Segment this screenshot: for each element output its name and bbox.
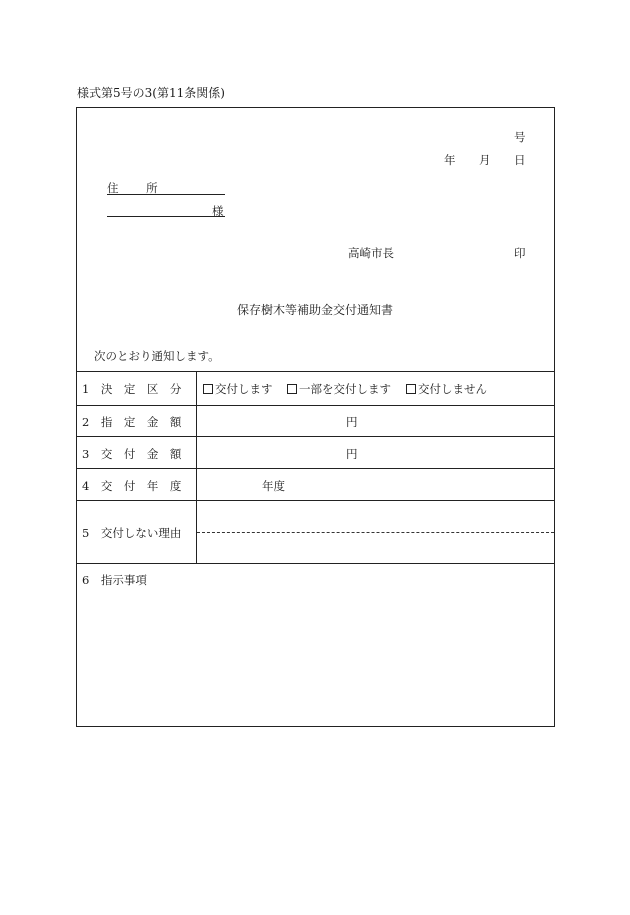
reason-dashed-line [197,532,554,533]
recipient-address-line [107,194,225,195]
grant-year-unit: 年度 [262,479,285,493]
checkbox-icon [203,384,213,394]
table-top-border [76,371,555,372]
designated-amount-unit: 円 [346,415,358,429]
decision-option-partial-label: 一部を交付します [299,382,391,396]
document-title [0,301,630,318]
date-month-label: 月 [479,153,491,167]
grant-amount-label: 3 交 付 金 額 [82,447,182,461]
row-divider [76,563,555,564]
decision-option-grant-label: 交付します [215,382,273,396]
decision-option-none-label: 交付しません [418,382,487,396]
decision-option-none[interactable] [406,381,487,397]
grant-amount-unit: 円 [346,447,358,461]
recipient-address-label: 住 所 [107,181,170,195]
decision-option-grant[interactable] [203,381,273,397]
document-number-label: 号 [514,130,526,144]
decision-row-label: 1 決 定 区 分 [82,382,182,396]
instructions-label: 6 指示事項 [82,573,147,587]
label-column-divider [196,371,197,563]
row-divider [76,468,555,469]
form-caption: 様式第5号の3(第11条関係) [77,86,225,100]
intro-text: 次のとおり通知します。 [94,349,220,363]
document-title-text: 保存樹木等補助金交付通知書 [236,303,393,317]
issuer-seal-mark: 印 [514,246,526,260]
decision-option-partial[interactable] [287,381,391,397]
date-day-label: 日 [514,153,526,167]
checkbox-icon [406,384,416,394]
date-year-label: 年 [444,153,456,167]
row-divider [76,436,555,437]
checkbox-icon [287,384,297,394]
recipient-name-line [107,216,225,217]
recipient-honorific: 様 [212,204,224,218]
non-grant-reason-label: 5 交付しない理由 [82,526,182,540]
row-divider [76,500,555,501]
row-divider [76,405,555,406]
grant-year-label: 4 交 付 年 度 [82,479,182,493]
designated-amount-label: 2 指 定 金 額 [82,415,182,429]
issuer-name: 高崎市長 [348,246,394,260]
